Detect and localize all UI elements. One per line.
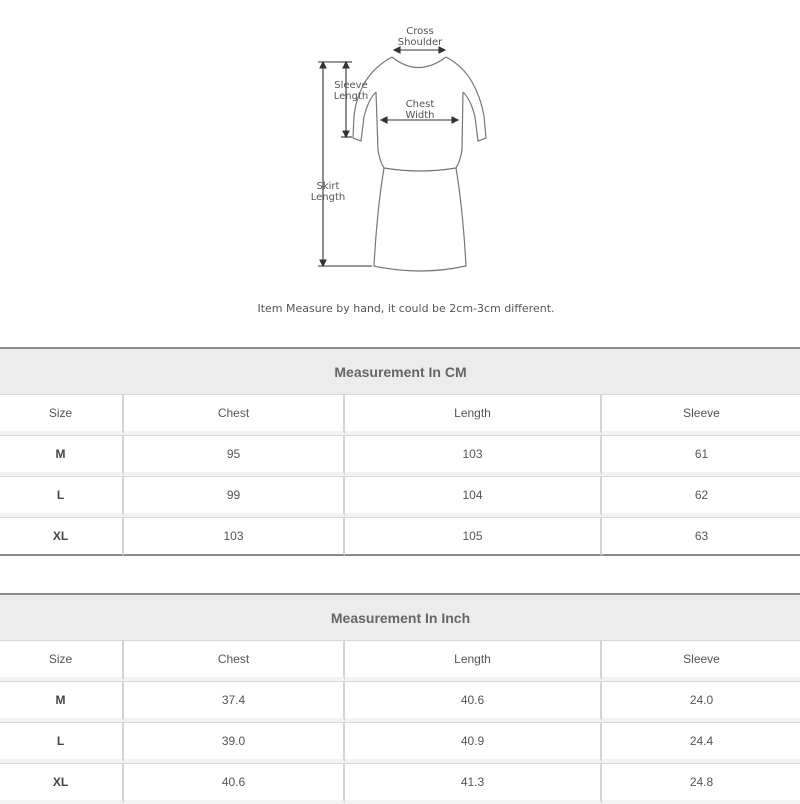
table-row bbox=[0, 763, 800, 804]
table-row bbox=[0, 517, 800, 556]
chest-width-label-line2: Width bbox=[405, 110, 435, 121]
sleeve-cell: 62 bbox=[602, 476, 800, 517]
skirt-length-label bbox=[307, 181, 349, 203]
chest-cell: 39.0 bbox=[124, 722, 345, 763]
length-cell: 40.6 bbox=[345, 681, 602, 722]
chest-cell: 40.6 bbox=[124, 763, 345, 804]
sleeve-length-label bbox=[328, 80, 374, 102]
cross-shoulder-label-line2: Shoulder bbox=[397, 37, 443, 48]
table-title: Measurement In CM bbox=[0, 347, 800, 394]
cross-shoulder-label bbox=[394, 26, 446, 48]
column-header-chest: Chest bbox=[124, 640, 345, 681]
column-header-size: Size bbox=[0, 640, 124, 681]
table-header-row bbox=[0, 640, 800, 681]
table-title-row bbox=[0, 593, 800, 640]
measurement-table-cm bbox=[0, 347, 800, 556]
dress-measurement-diagram bbox=[0, 0, 800, 330]
column-header-length: Length bbox=[345, 394, 602, 435]
chest-width-label-line1: Chest bbox=[405, 99, 435, 110]
table-row bbox=[0, 435, 800, 476]
size-cell: M bbox=[0, 435, 124, 476]
column-header-sleeve: Sleeve bbox=[602, 394, 800, 435]
table-header-row bbox=[0, 394, 800, 435]
sleeve-length-label-line2: Length bbox=[333, 91, 369, 102]
sleeve-cell: 61 bbox=[602, 435, 800, 476]
length-cell: 105 bbox=[345, 517, 602, 556]
table-row bbox=[0, 681, 800, 722]
table-title-row bbox=[0, 347, 800, 394]
measurement-table-inch bbox=[0, 593, 800, 804]
table-title: Measurement In Inch bbox=[0, 593, 800, 640]
chest-cell: 103 bbox=[124, 517, 345, 556]
size-cell: XL bbox=[0, 517, 124, 556]
length-cell: 40.9 bbox=[345, 722, 602, 763]
column-header-length: Length bbox=[345, 640, 602, 681]
size-cell: M bbox=[0, 681, 124, 722]
table-row bbox=[0, 476, 800, 517]
table-row bbox=[0, 722, 800, 763]
skirt-length-label-line2: Length bbox=[310, 192, 346, 203]
length-cell: 103 bbox=[345, 435, 602, 476]
sleeve-cell: 24.4 bbox=[602, 722, 800, 763]
sleeve-length-label-line1: Sleeve bbox=[334, 80, 368, 91]
sleeve-cell: 24.8 bbox=[602, 763, 800, 804]
sleeve-cell: 63 bbox=[602, 517, 800, 556]
sleeve-cell: 24.0 bbox=[602, 681, 800, 722]
column-header-size: Size bbox=[0, 394, 124, 435]
chest-cell: 99 bbox=[124, 476, 345, 517]
column-header-sleeve: Sleeve bbox=[602, 640, 800, 681]
chest-cell: 95 bbox=[124, 435, 345, 476]
size-cell: XL bbox=[0, 763, 124, 804]
size-cell: L bbox=[0, 476, 124, 517]
column-header-chest: Chest bbox=[124, 394, 345, 435]
chest-width-label bbox=[398, 99, 442, 121]
length-cell: 104 bbox=[345, 476, 602, 517]
cross-shoulder-label-line1: Cross bbox=[406, 26, 434, 37]
size-cell: L bbox=[0, 722, 124, 763]
measurement-note: Item Measure by hand, it could be 2cm-3cm different. bbox=[257, 302, 555, 315]
length-cell: 41.3 bbox=[345, 763, 602, 804]
skirt-length-label-line1: Skirt bbox=[316, 181, 340, 192]
chest-cell: 37.4 bbox=[124, 681, 345, 722]
